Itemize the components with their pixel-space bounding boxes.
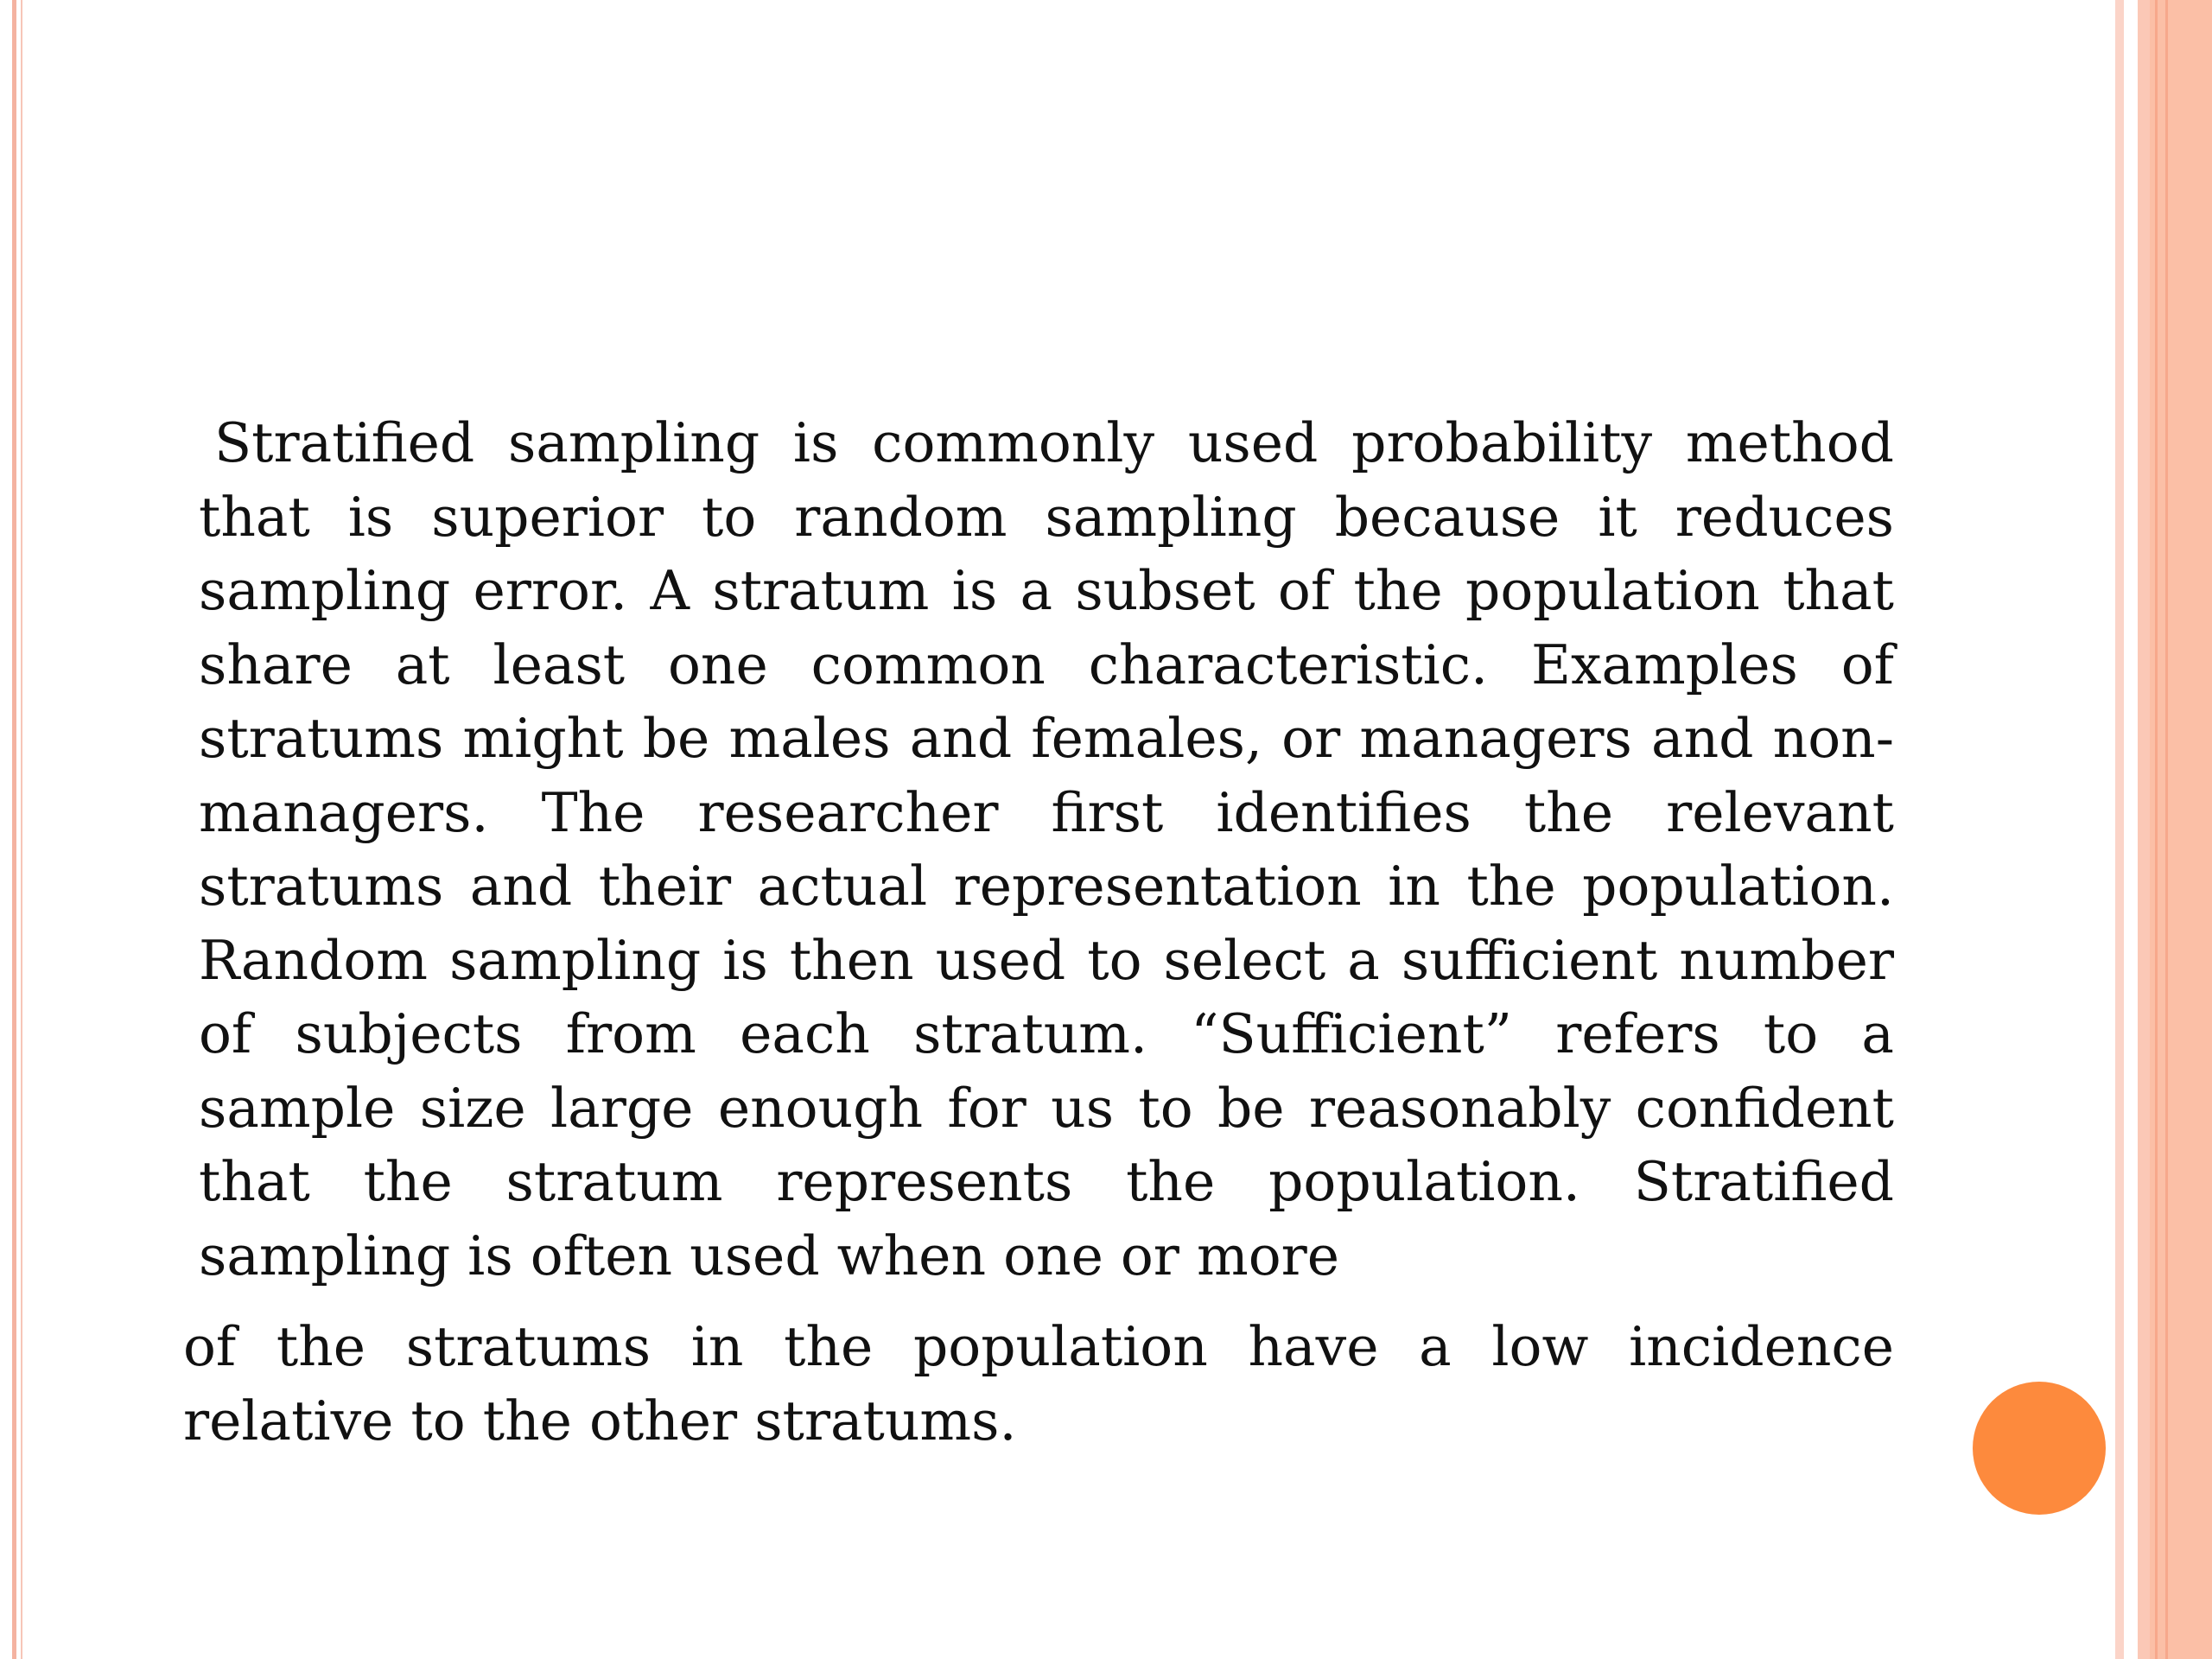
- right-band-stripe: [2155, 0, 2158, 1659]
- paragraph-continued: of the stratums in the population have a low incidence relative to the other stratums.: [183, 1315, 1894, 1452]
- paragraph-main: Stratified sampling is commonly used probability method that is superior to random sampling because it reduces sampling error. A stratum is a subset of the population that share at least one common characteristic. Examples of stratums might be males and females, or managers and non-managers. The researcher first identifies the relevant stratums and their actual representation in the population. Random sampling is then used to select a sufficient number of subjects from each stratum. “Sufficient” refers to a sample size large enough for us to be reasonably confident that the stratum represents the population. Stratified sampling is often used when one or more: [199, 411, 1894, 1287]
- left-border-line-inner: [21, 0, 22, 1659]
- right-border-line: [2115, 0, 2124, 1659]
- left-border-line: [12, 0, 16, 1659]
- right-border-line-inner: [2138, 0, 2150, 1659]
- decorative-orange-circle: [1973, 1382, 2106, 1515]
- right-border-band: [2150, 0, 2212, 1659]
- right-band-stripe: [2165, 0, 2168, 1659]
- slide-body-text: [183, 406, 1894, 1458]
